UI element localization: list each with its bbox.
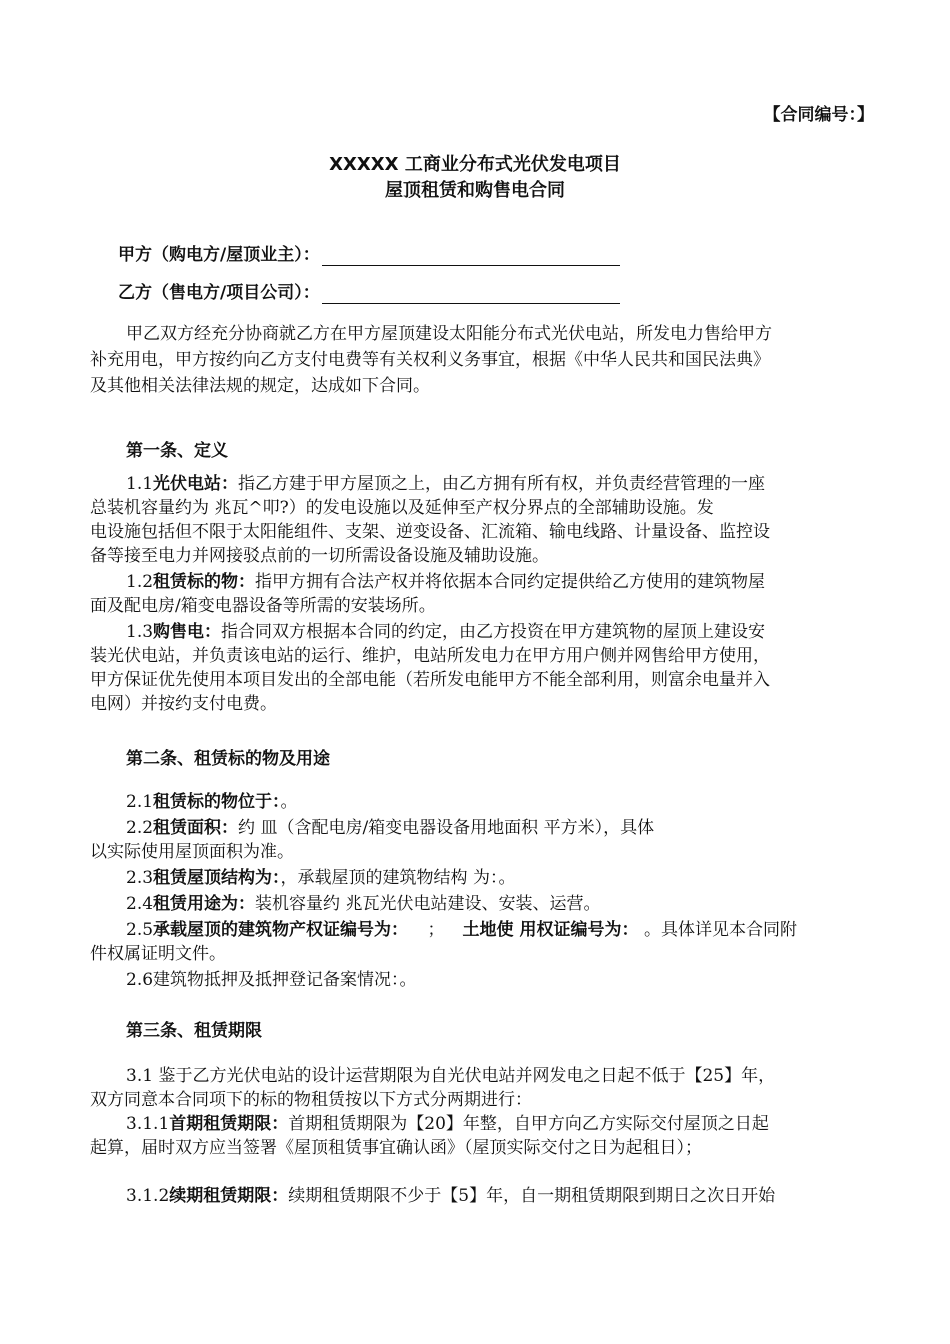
clause-text: 电网）并按约支付电费。 [90, 694, 277, 714]
clause-term: 土地使 用权证编号为： [462, 920, 630, 940]
clause-1-1 [126, 472, 765, 496]
clause-2-3 [126, 866, 515, 890]
preamble-line: 甲乙双方经充分协商就乙方在甲方屋顶建设太阳能分布式光伏电站，所发电力售给甲方 [126, 324, 772, 344]
clause-text: ，承载屋顶的建筑物结构 为：。 [280, 868, 516, 888]
clause-3-1: 3.1 鉴于乙方光伏电站的设计运营期限为自光伏电站并网发电之日起不低于【25】年， [126, 1066, 776, 1086]
clause-text: ； [427, 920, 445, 940]
party-a-line [118, 240, 620, 266]
clause-3-1-2 [126, 1184, 775, 1208]
clause-text: 。 [280, 792, 298, 812]
party-a-blank [322, 245, 620, 266]
clause-text: 件权属证明文件。 [90, 944, 226, 964]
party-b-blank [322, 283, 620, 304]
clause-number: 3.1.1 [126, 1114, 170, 1134]
clause-text: 备等接至电力并网接驳点前的一切所需设备设施及辅助设施。 [90, 546, 549, 566]
clause-term: 租赁面积： [153, 818, 239, 838]
clause-2-5 [126, 918, 797, 942]
clause-text: 总装机容量约为 兆瓦^叩?）的发电设施以及延伸至产权分界点的全部辅助设施。发 [90, 498, 714, 518]
clause-term: 承载屋顶的建筑物产权证编号为： [153, 920, 400, 940]
clause-number: 3.1.2 [126, 1186, 170, 1206]
clause-number: 2.6 [126, 970, 154, 990]
clause-text: 以实际使用屋顶面积为准。 [90, 842, 294, 862]
clause-number: 2.2 [126, 818, 154, 838]
clause-1-2 [126, 570, 765, 594]
clause-text: 约 皿（含配电房/箱变电器设备用地面积 平方米），具体 [238, 818, 655, 838]
clause-number: 1.1 [126, 474, 154, 494]
clause-text: 装光伏电站，并负责该电站的运行、维护，电站所发电力在甲方用户侧并网售给甲方使用， [90, 646, 770, 666]
clause-term: 光伏电站： [153, 474, 239, 494]
contract-number: 【合同编号：】 [763, 105, 874, 125]
clause-term: 租赁标的物： [153, 572, 256, 592]
preamble-line: 补充用电，甲方按约向乙方支付电费等有关权利义务事宜，根据《中华人民共和国民法典》 [90, 350, 770, 370]
party-a-label: 甲方（购电方/屋顶业主）： [118, 245, 320, 265]
clause-number: 1.2 [126, 572, 154, 592]
clause-2-4 [126, 892, 600, 916]
clause-term: 租赁用途为： [153, 894, 256, 914]
document-title: XXXXX 工商业分布式光伏发电项目 [329, 154, 621, 175]
clause-term: 租赁标的物位于： [153, 792, 281, 812]
clause-term: 租赁屋顶结构为： [153, 868, 281, 888]
clause-3-1-1 [126, 1112, 769, 1136]
clause-term: 续期租赁期限： [169, 1186, 289, 1206]
clause-text: 电设施包括但不限于太阳能组件、支架、逆变设备、汇流箱、输电线路、计量设备、监控设 [90, 522, 770, 542]
clause-2-2 [126, 816, 654, 840]
clause-text: 指乙方建于甲方屋顶之上，由乙方拥有所有权，并负责经营管理的一座 [238, 474, 766, 494]
clause-text: 首期租赁期限为【20】年整，自甲方向乙方实际交付屋顶之日起 [288, 1114, 769, 1134]
clause-number: 2.1 [126, 792, 154, 812]
clause-number: 2.5 [126, 920, 154, 940]
clause-number: 1.3 [126, 622, 154, 642]
clause-text: 指合同双方根据本合同的约定，由乙方投资在甲方建筑物的屋顶上建设安 [221, 622, 766, 642]
clause-number: 2.4 [126, 894, 154, 914]
preamble-line: 及其他相关法律法规的规定，达成如下合同。 [90, 376, 430, 396]
clause-number: 2.3 [126, 868, 154, 888]
article-2-heading: 第二条、租赁标的物及用途 [126, 749, 330, 769]
clause-text: 续期租赁期限不少于【5】年，自一期租赁期限到期日之次日开始 [288, 1186, 776, 1206]
clause-text: 建筑物抵押及抵押登记备案情况：。 [153, 970, 417, 990]
clause-text: 装机容量约 兆瓦光伏电站建设、安装、运营。 [255, 894, 601, 914]
clause-text: 指甲方拥有合法产权并将依据本合同约定提供给乙方使用的建筑物屋 [255, 572, 766, 592]
clause-2-1 [126, 790, 298, 814]
party-b-label: 乙方（售电方/项目公司）： [118, 283, 320, 303]
clause-text: 。具体详见本合同附 [643, 920, 797, 940]
clause-term: 首期租赁期限： [169, 1114, 289, 1134]
clause-2-6 [126, 968, 417, 992]
clause-1-3 [126, 620, 765, 644]
clause-text: 起算，届时双方应当签署《屋顶租赁事宜确认函》（屋顶实际交付之日为起租日）； [90, 1138, 702, 1158]
article-3-heading: 第三条、租赁期限 [126, 1021, 262, 1041]
clause-text: 双方同意本合同项下的标的物租赁按以下方式分两期进行： [90, 1090, 532, 1110]
document-subtitle: 屋顶租赁和购售电合同 [385, 180, 565, 201]
clause-text: 面及配电房/箱变电器设备等所需的安装场所。 [90, 596, 436, 616]
clause-text: 甲方保证优先使用本项目发出的全部电能（若所发电能甲方不能全部利用，则富余电量并入 [90, 670, 770, 690]
clause-term: 购售电： [153, 622, 222, 642]
article-1-heading: 第一条、定义 [126, 441, 228, 461]
party-b-line [118, 278, 620, 304]
